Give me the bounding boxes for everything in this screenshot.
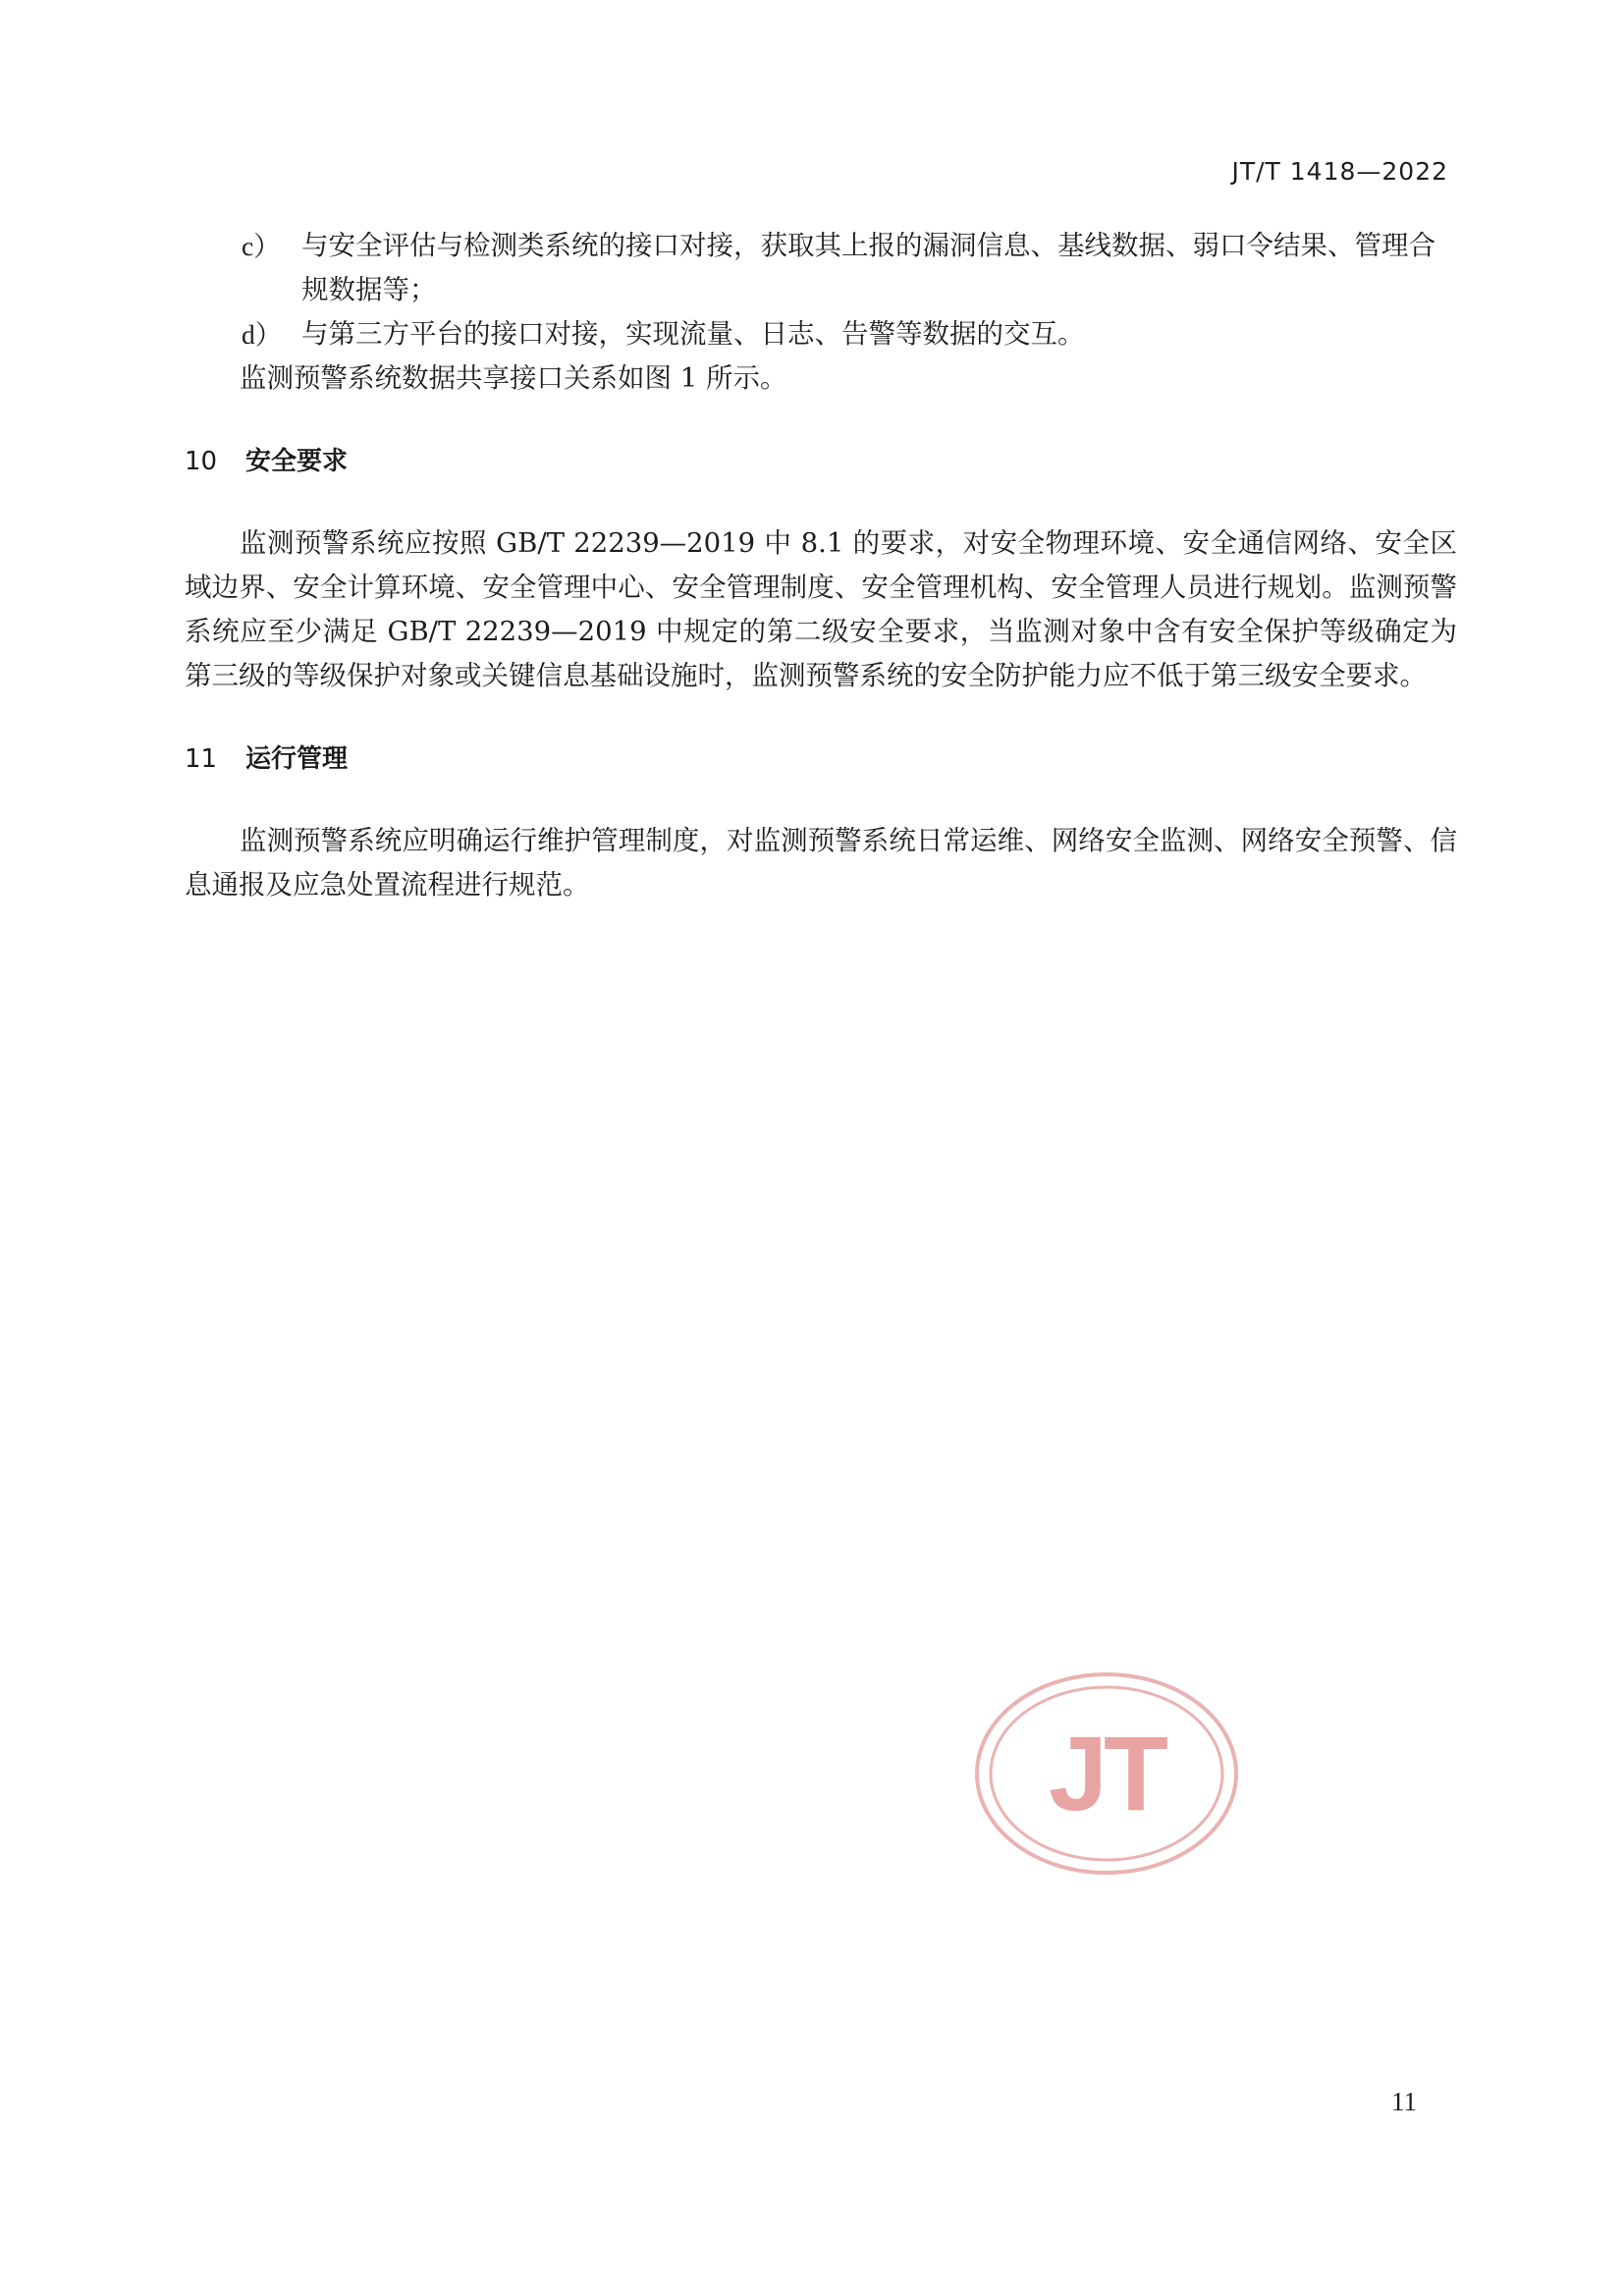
page-number: 11 (1391, 2087, 1417, 2116)
section-number-10: 10 (185, 447, 218, 476)
section-title-11: 运行管理 (245, 744, 349, 774)
seal-text: JT (1048, 1714, 1165, 1832)
intro-paragraph: 监测预警系统数据共享接口关系如图 1 所示。 (240, 362, 787, 394)
jt-seal-watermark (972, 1669, 1241, 1878)
page-content (185, 224, 1457, 907)
list-item-d (185, 312, 1457, 356)
list-item-c-text: 与安全评估与检测类系统的接口对接，获取其上报的漏洞信息、基线数据、弱口令结果、管理合规数据等； (301, 230, 1435, 305)
list-marker-c: c） (242, 231, 281, 261)
section-number-11: 11 (185, 744, 218, 774)
section-heading-11 (185, 738, 1457, 782)
list-marker-d: d） (242, 319, 283, 350)
standard-code-header: JT/T 1418—2022 (1231, 157, 1448, 186)
section-11-paragraph: 监测预警系统应明确运行维护管理制度，对监测预警系统日常运维、网络安全监测、网络安全预警、信息通报及应急处置流程进行规范。 (185, 825, 1457, 901)
list-item-d-text: 与第三方平台的接口对接，实现流量、日志、告警等数据的交互。 (301, 318, 1085, 350)
section-heading-10 (185, 440, 1457, 484)
list-item-c (185, 224, 1457, 312)
section-10-paragraph: 监测预警系统应按照 GB/T 22239—2019 中 8.1 的要求，对安全物理环境、安全通信网络、安全区域边界、安全计算环境、安全管理中心、安全管理制度、安全管理机构、安全管理人员进行规划。监测预警系统应至少满足 GB/T 22239—2019 中规定的第二级安全要求，当监测对象中含有安全保护等级确定为第三级的等级保护对象或关键信息基础设施时，监测预警系统的安全防护能力应不低于第三级安全要求。 (185, 527, 1457, 691)
section-title-10: 安全要求 (245, 447, 349, 476)
